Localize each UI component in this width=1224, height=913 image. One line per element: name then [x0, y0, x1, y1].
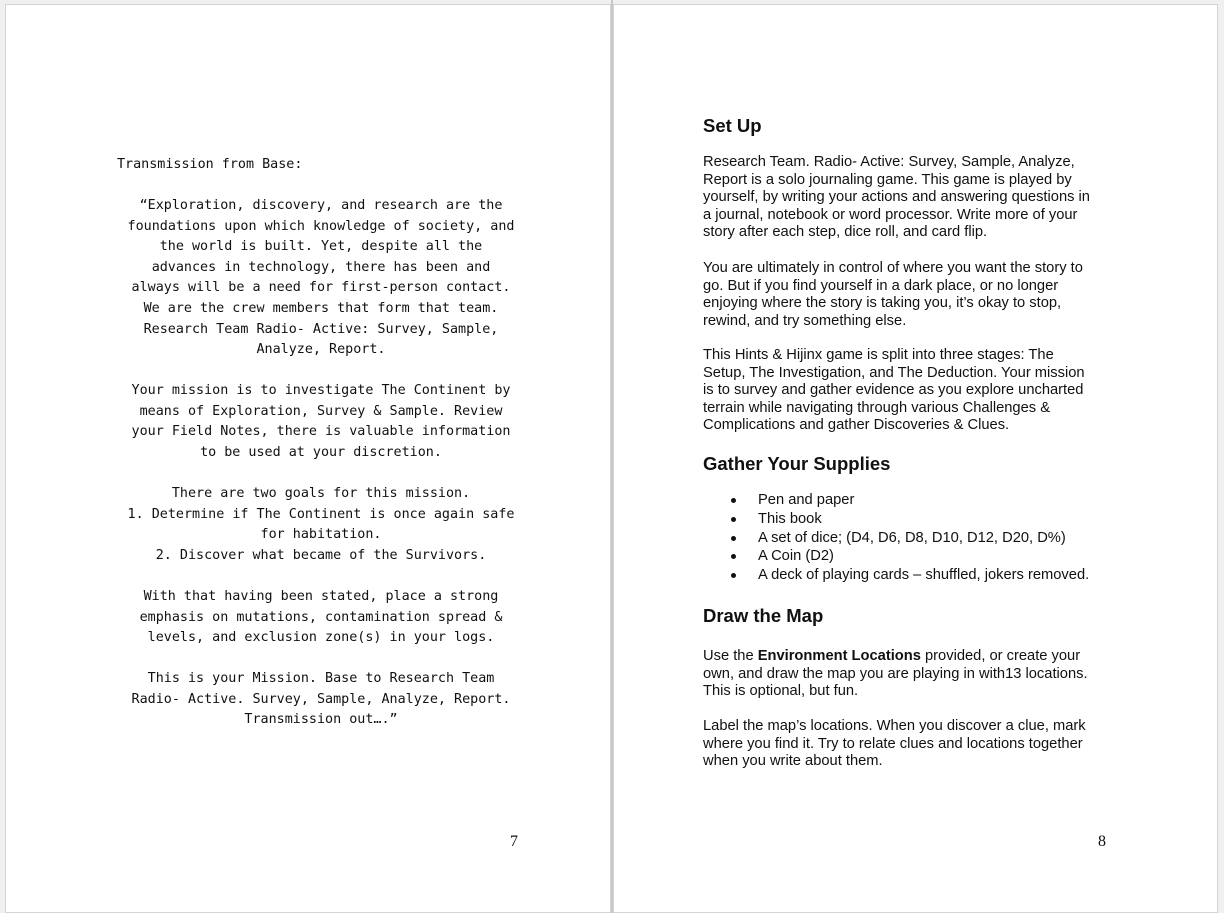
emphasis-line: levels, and exclusion zone(s) in your logs. — [147, 630, 495, 646]
setup-heading: Set Up — [703, 115, 762, 136]
supply-item — [703, 510, 1143, 529]
quote-line: We are the crew members that form that team. — [143, 300, 499, 316]
closing-line: Transmission out….” — [244, 712, 398, 728]
bullet-icon — [731, 517, 736, 522]
goal-line: for habitation. — [260, 527, 382, 543]
map-heading: Draw the Map — [703, 605, 824, 626]
closing-line: This is your Mission. Base to Research Team — [147, 671, 495, 686]
mission-line: means of Exploration, Survey & Sample. Review — [139, 403, 503, 419]
transmission-quote — [106, 196, 536, 361]
map-paragraph-1 — [703, 648, 1123, 701]
supply-item — [703, 566, 1143, 585]
supply-item-label: A set of dice; (D4, D6, D8, D10, D12, D20, D%) — [758, 529, 1066, 546]
closing-line: Radio- Active. Survey, Sample, Analyze, Report. — [131, 691, 511, 707]
left-page — [5, 4, 611, 913]
setup-line: This Hints & Hijinx game is split into three stages: The — [703, 347, 1054, 363]
map-line: when you write about them. — [703, 753, 883, 770]
supply-item-label: Pen and paper — [758, 492, 855, 508]
environment-locations-bold: Environment Locations — [757, 648, 921, 664]
supply-item-label: A Coin (D2) — [758, 548, 834, 565]
goals-paragraph — [106, 484, 536, 566]
map-line: own, and draw the map you are playing in with13 locations. — [703, 665, 1088, 682]
map-line: where you find it. Try to relate clues and locations together — [703, 735, 1083, 752]
setup-line: a journal, notebook or word processor. Write more of your — [703, 206, 1078, 223]
setup-line: Setup, The Investigation, and The Deduction. Your mission — [703, 364, 1085, 381]
map-line: Label the map’s locations. When you discover a clue, mark — [703, 718, 1086, 734]
bullet-icon — [731, 573, 736, 578]
mission-line: Your mission is to investigate The Continent by — [131, 383, 511, 398]
supply-item — [703, 529, 1143, 548]
quote-line: always will be a need for first-person contact. — [131, 280, 511, 296]
emphasis-paragraph — [106, 587, 536, 649]
supplies-heading: Gather Your Supplies — [703, 453, 891, 474]
quote-line: advances in technology, there has been and — [151, 259, 491, 275]
map-line: This is optional, but fun. — [703, 683, 859, 700]
right-page — [613, 4, 1218, 913]
supply-item-label: A deck of playing cards – shuffled, jokers removed. — [758, 567, 1090, 584]
setup-line: Research Team. Radio- Active: Survey, Sample, Analyze, — [703, 154, 1075, 170]
setup-paragraph-1 — [703, 154, 1123, 242]
closing-paragraph — [106, 669, 536, 731]
setup-line: You are ultimately in control of where you want the story to — [703, 260, 1083, 276]
emphasis-line: emphasis on mutations, contamination spread & — [139, 609, 503, 625]
setup-line: Report is a solo journaling game. This game is played by — [703, 171, 1072, 188]
page-number-right: 8 — [1098, 833, 1106, 850]
setup-paragraph-3 — [703, 347, 1123, 435]
supplies-list — [703, 491, 1143, 585]
bullet-icon — [731, 498, 736, 503]
setup-line: yourself, by writing your actions and answering questions in — [703, 189, 1090, 206]
mission-line: your Field Notes, there is valuable information — [131, 424, 511, 440]
quote-line: “Exploration, discovery, and research are the — [139, 198, 503, 213]
bullet-icon — [731, 554, 736, 559]
map-text-prefix: Use the — [703, 648, 758, 664]
supply-item-label: This book — [758, 510, 822, 527]
quote-line: foundations upon which knowledge of society, and — [127, 218, 515, 234]
quote-line: the world is built. Yet, despite all the — [159, 239, 483, 255]
page-number-left: 7 — [510, 833, 518, 850]
setup-line: Complications and gather Discoveries & Clues. — [703, 417, 1010, 434]
supply-item — [703, 491, 1143, 510]
map-paragraph-1-first-line — [703, 648, 1123, 666]
setup-line: is to survey and gather evidence as you explore uncharted — [703, 382, 1084, 399]
setup-line: story after each step, dice roll, and card flip. — [703, 224, 988, 241]
setup-line: go. But if you find yourself in a dark place, or no longer — [703, 277, 1059, 294]
transmission-heading: Transmission from Base: — [117, 157, 303, 172]
mission-line: to be used at your discretion. — [200, 444, 442, 460]
mission-paragraph — [106, 381, 536, 463]
setup-line: rewind, and try something else. — [703, 312, 907, 329]
goal-line: 1. Determine if The Continent is once again safe — [127, 506, 515, 522]
supply-item — [703, 547, 1143, 566]
setup-line: terrain while navigating through various Challenges & — [703, 399, 1050, 416]
quote-line: Analyze, Report. — [256, 342, 386, 358]
goal-line: There are two goals for this mission. — [171, 486, 471, 501]
bullet-icon — [731, 536, 736, 541]
map-paragraph-2 — [703, 718, 1123, 771]
emphasis-line: With that having been stated, place a strong — [143, 589, 499, 604]
goal-line: 2. Discover what became of the Survivors. — [155, 547, 487, 563]
setup-paragraph-2 — [703, 260, 1123, 330]
map-text-suffix: provided, or create your — [920, 648, 1081, 664]
quote-line: Research Team Radio- Active: Survey, Sample, — [143, 321, 499, 337]
setup-line: enjoying where the story is taking you, it’s okay to stop, — [703, 295, 1062, 312]
